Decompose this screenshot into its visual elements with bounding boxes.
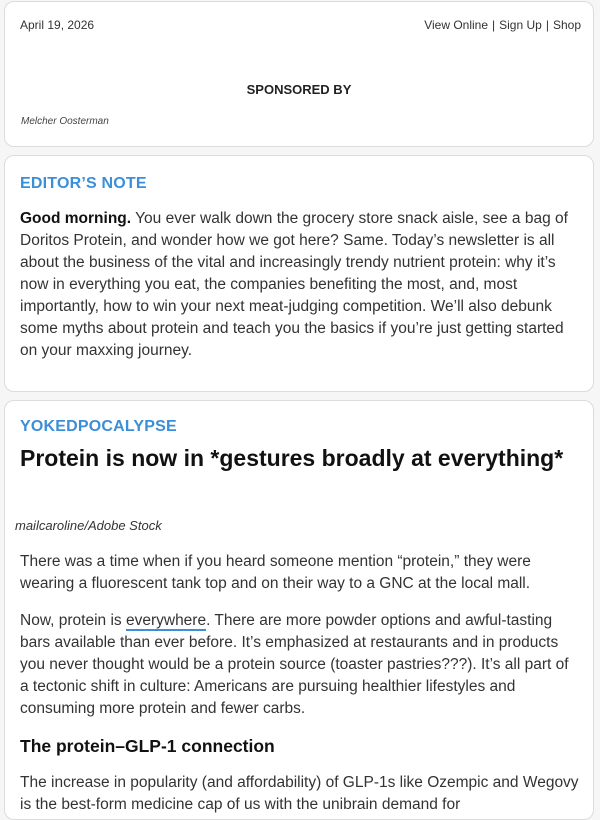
sponsored-label: SPONSORED BY	[246, 82, 352, 97]
greeting: Good morning.	[20, 210, 132, 227]
story-subheading: The protein–GLP-1 connection	[20, 736, 275, 756]
story-paragraph: There was a time when if you heard someone mention “protein,” they were wearing a fluorescent tank top and on their way to a GNC at the local mall.	[20, 553, 531, 592]
editors-note-body: You ever walk down the grocery store snack aisle, see a bag of Doritos Protein, and wonder how we got here? Same. Today’s newsletter is all about the business of the vital and increasingly trendy nutrient protein: why it’s now in everything you eat, the companies benefiting the most, and, most importantly, how to win your next meat-judging competition. We’ll also debunk some myths about protein and teach you the basics if you’re just getting started on your maxxing journey.	[20, 210, 568, 359]
photo-credit: mailcaroline/Adobe Stock	[15, 518, 162, 533]
story-paragraph	[20, 610, 580, 720]
sign-up-link[interactable]: Sign Up	[499, 18, 542, 32]
sponsor-credit: Melcher Oosterman	[21, 116, 109, 127]
paragraph-text: Now, protein is	[20, 612, 126, 629]
shop-link[interactable]: Shop	[552, 18, 581, 32]
link-separator: |	[492, 18, 496, 32]
everywhere-link[interactable]: everywhere	[125, 612, 207, 629]
view-online-link[interactable]: View Online	[424, 18, 489, 32]
section-label: YOKEDPOCALYPSE	[20, 418, 177, 435]
story-card	[4, 400, 594, 820]
header-card	[4, 1, 594, 147]
paragraph-text: . There are more powder options and awful-tasting bars available than ever before. It’s emphasized at restaurants and in products you never thought would be a protein source (toaster pastries???). It’s all part of a tectonic shift in culture: Americans are pursuing healthier lifestyles and consuming more protein and fewer carbs.	[20, 612, 569, 717]
link-separator: |	[545, 18, 549, 32]
section-label: EDITOR’S NOTE	[20, 175, 147, 192]
header-links	[424, 18, 581, 32]
editors-note-text	[20, 208, 585, 362]
editors-note-card	[4, 155, 594, 392]
story-paragraph: The increase in popularity (and affordability) of GLP-1s like Ozempic and Wegovy is the best-form medicine cap of us with the unibrain demand for	[20, 774, 579, 813]
issue-date: April 19, 2026	[20, 18, 95, 32]
story-title: Protein is now in *gestures broadly at everything*	[20, 445, 564, 471]
